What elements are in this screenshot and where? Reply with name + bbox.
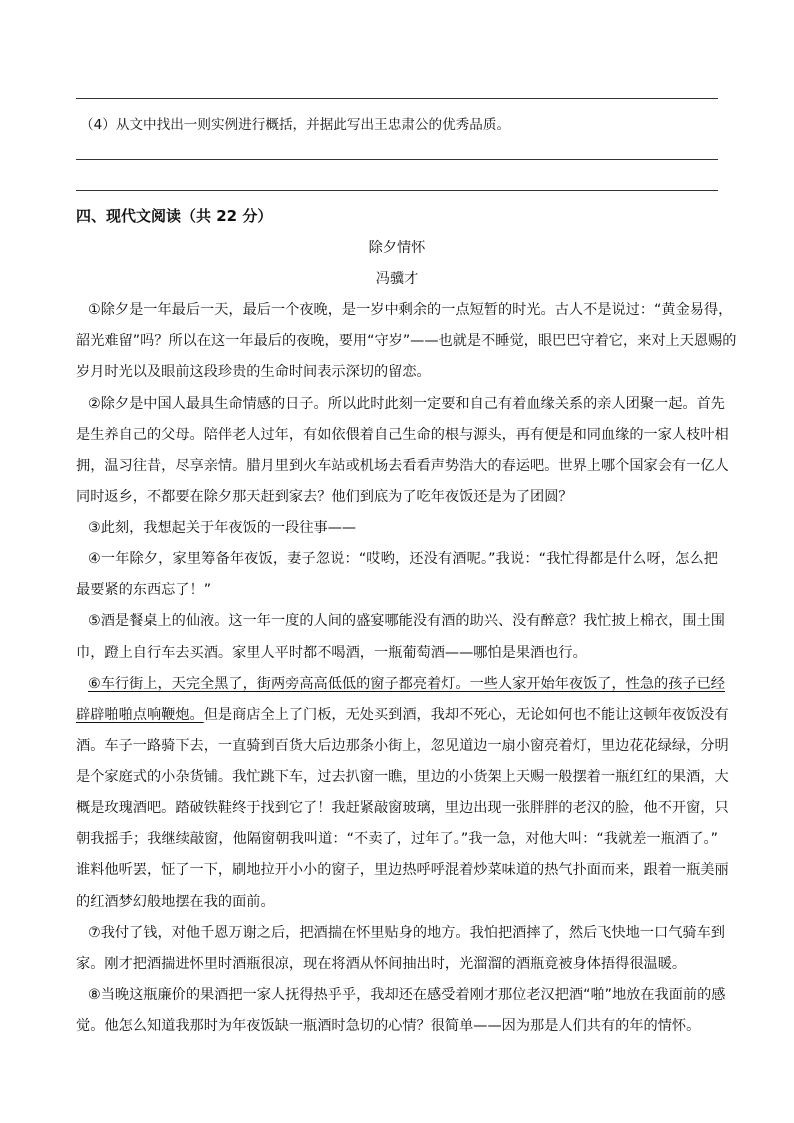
paragraph-5-line-1: ⑤酒是餐桌上的仙液。这一年一度的人间的盛宴哪能没有酒的助兴、没有醉意？我忙披上棉衣，围土围	[88, 613, 725, 629]
underlined-phrase: 辟辟啪啪点响鞭炮。	[76, 707, 204, 723]
paragraph-3: ③此刻，我想起关于年夜饭的一段往事——	[88, 520, 357, 536]
paragraph-4-line-2: 最要紧的东西忘了！”	[76, 582, 212, 598]
article-author: 冯骥才	[375, 271, 419, 287]
paragraph-2-line-4: 同时返乡，不都要在除夕那天赶到家去？他们到底为了吃年夜饭还是为了团圆？	[76, 489, 573, 505]
paragraph-8-line-2: 觉。他怎么知道我那时为年夜饭缺一瓶酒时急切的心情？很简单——因为那是人们共有的年的情怀。	[76, 1018, 701, 1034]
answer-line-2	[76, 190, 718, 191]
paragraph-2-line-1: ②除夕是中国人最具生命情感的日子。所以此时此刻一定要和自己有着血缘关系的亲人团聚一起。首先	[88, 396, 725, 412]
paragraph-2-line-2: 是生养自己的父母。陪伴老人过年，有如依偎着自己生命的根与源头，再有便是和同血缘的一家人枝叶相	[76, 427, 729, 443]
paragraph-7-line-2: 家。刚才把酒揣进怀里时酒瓶很凉，现在将酒从怀间抽出时，光溜溜的酒瓶竟被身体捂得很温暖。	[76, 956, 687, 972]
paragraph-6-line-6: 朝我摇手；我继续敲窗，他隔窗朝我叫道：“不卖了，过年了。”我一急，对他大叫：“我就差一瓶酒了。”	[76, 831, 718, 847]
question-4: （4）从文中找出一则实例进行概括，并据此写出王忠肃公的优秀品质。	[80, 117, 511, 133]
paragraph-6-line-5: 概是玫瑰酒吧。踏破铁鞋终于找到它了！我赶紧敲窗玻璃，里边出现一张胖胖的老汉的脸，他不开窗，只	[76, 800, 729, 816]
paragraph-6-line-3: 酒。车子一路骑下去，一直骑到百货大后边那条小街上，忽见道边一扇小窗亮着灯，里边花花绿绿，分明	[76, 738, 729, 754]
answer-line-top	[76, 98, 718, 99]
paragraph-1-line-2: 韶光难留”吗？所以在这一年最后的夜晚，要用“守岁”——也就是不睡觉，眼巴巴守着它，来对上天恩赐的	[76, 333, 737, 349]
paragraph-2-line-3: 拥，温习往昔，尽享亲情。腊月里到火车站或机场去看看声势浩大的春运吧。世界上哪个国家会有一亿人	[76, 458, 729, 474]
paragraph-4-line-1: ④一年除夕，家里筹备年夜饭，妻子忽说：“哎哟，还没有酒呢。”我说：“我忙得都是什么呀，怎么把	[88, 551, 718, 567]
paragraph-6-line-1: ⑥车行街上，天完全黑了，街两旁高高低低的窗子都亮着灯。一些人家开始年夜饭了，性急的孩子已经	[88, 676, 725, 692]
section-heading: 四、现代文阅读（共 22 分）	[76, 207, 273, 225]
paragraph-5-line-2: 巾，蹬上自行车去买酒。家里人平时都不喝酒，一瓶葡萄酒——哪怕是果酒也行。	[76, 645, 587, 661]
paragraph-6-line-4: 是个家庭式的小杂货铺。我忙跳下车，过去扒窗一瞧，里边的小货架上天赐一般摆着一瓶红红的果酒，大	[76, 769, 729, 785]
paragraph-1-line-3: 岁月时光以及眼前这段珍贵的生命时间表示深切的留恋。	[76, 364, 431, 380]
paragraph-6-line-2-rest: 但是商店全上了门板，无处买到酒，我却不死心，无论如何也不能让这顿年夜饭没有	[203, 707, 729, 723]
paragraph-7-line-1: ⑦我付了钱，对他千恩万谢之后，把酒揣在怀里贴身的地方。我怕把酒摔了，然后飞快地一口气骑车到	[88, 925, 725, 941]
paragraph-6-line-8: 的红酒梦幻般地摆在我的面前。	[76, 894, 275, 910]
paragraph-6-line-2	[76, 705, 729, 725]
paragraph-1-line-1: ①除夕是一年最后一天，最后一个夜晚，是一岁中剩余的一点短暂的时光。古人不是说过：“黄金易得，	[88, 302, 733, 318]
paragraph-6-line-7: 谁料他听罢，怔了一下，刷地拉开小小的窗子，里边热呼呼混着炒菜味道的热气扑面而来，跟着一瓶美丽	[76, 862, 729, 878]
answer-line-1	[76, 159, 718, 160]
article-title: 除夕情怀	[368, 240, 426, 256]
paragraph-8-line-1: ⑧当晚这瓶廉价的果酒把一家人抚得热乎乎，我却还在感受着刚才那位老汉把酒“啪”地放在我面前的感	[88, 987, 726, 1003]
